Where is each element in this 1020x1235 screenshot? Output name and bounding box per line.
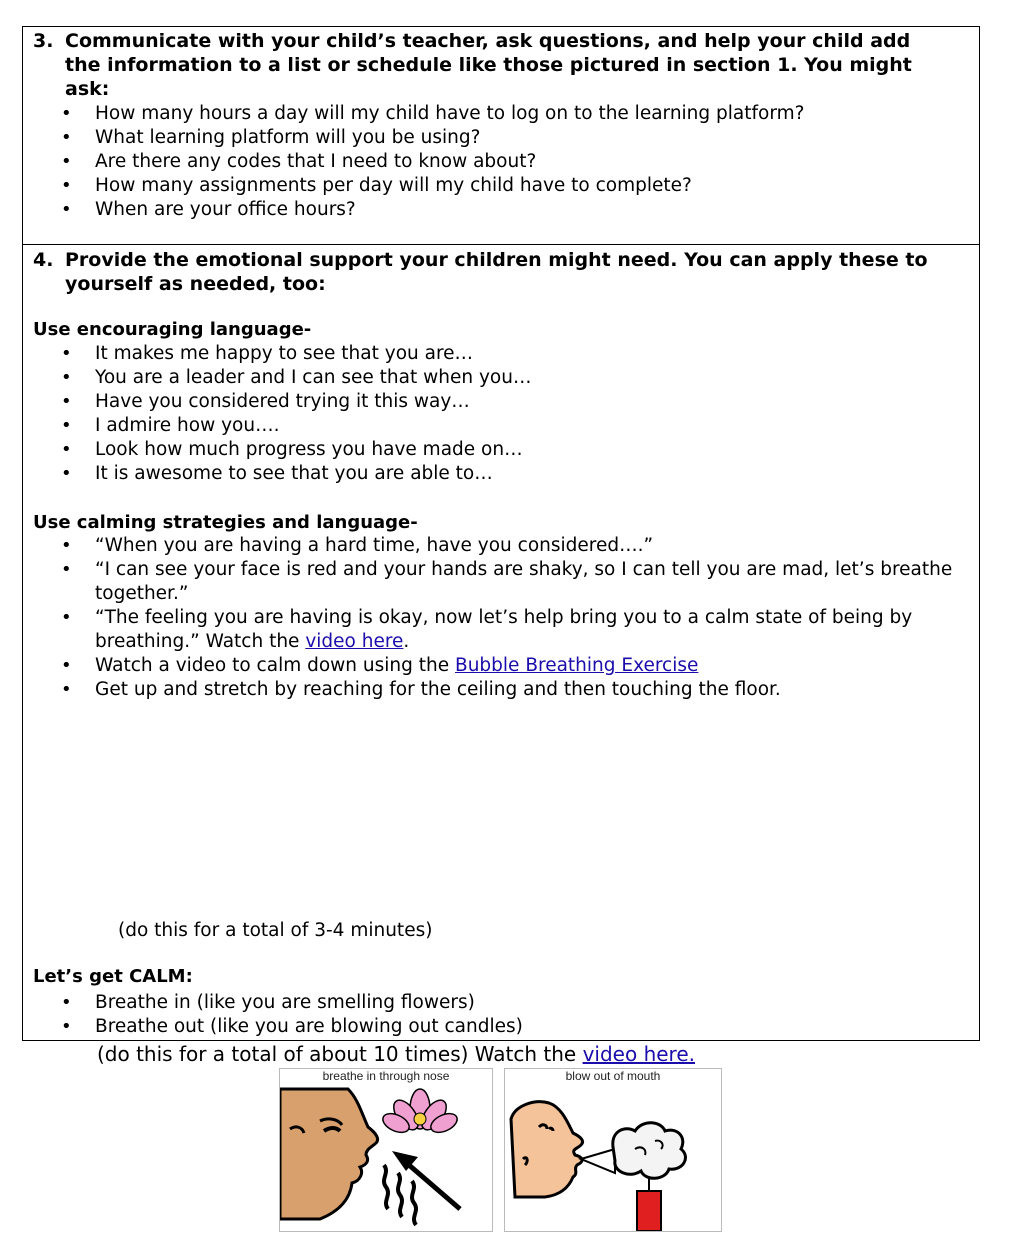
blow-out-caption: blow out of mouth <box>565 1069 661 1083</box>
section-3-heading-text: Communicate with your child’s teacher, ask questions, and help your child add the information to a list or schedule like those pictured in section 1. You might ask: <box>65 30 912 100</box>
document <box>22 26 980 1083</box>
blow-out-image <box>504 1068 722 1232</box>
breathe-in-illustration <box>280 1069 492 1231</box>
calming-strategies-list <box>23 534 953 702</box>
get-calm-title: Let’s get CALM: <box>33 966 193 987</box>
section-3-number: 3. <box>33 30 54 52</box>
list-item: • I admire how you…. <box>23 414 973 438</box>
list-item: • It is awesome to see that you are able to… <box>23 462 973 486</box>
list-item: • “I can see your face is red and your hands are shaky, so I can tell you are mad, let’s breathe together.” <box>23 558 953 606</box>
list-item: • Are there any codes that I need to know about? <box>23 150 973 174</box>
calming-strategies-title: Use calming strategies and language- <box>33 512 418 533</box>
blow-out-illustration <box>505 1069 721 1231</box>
list-item: • You are a leader and I can see that when you… <box>23 366 973 390</box>
section-3 <box>23 27 979 245</box>
calm-note-text: (do this for a total of about 10 times) Watch the <box>97 1042 583 1066</box>
breathing-text: “The feeling you are having is okay, now let’s help bring you to a calm state of being by breathing.” Watch the <box>95 607 913 652</box>
breathing-text-end: . <box>403 631 410 652</box>
breathe-in-caption: breathe in through nose <box>322 1069 450 1083</box>
calm-note <box>97 1042 695 1066</box>
list-item <box>23 654 953 678</box>
teacher-questions-list <box>23 102 973 222</box>
list-item: • What learning platform will you be using? <box>23 126 973 150</box>
list-item: • Look how much progress you have made on… <box>23 438 973 462</box>
list-item: • When are your office hours? <box>23 198 973 222</box>
list-item: • “When you are having a hard time, have you considered….” <box>23 534 953 558</box>
breathe-in-image <box>279 1068 493 1232</box>
list-item: • Breathe out (like you are blowing out candles) <box>23 1015 953 1039</box>
list-item: • Get up and stretch by reaching for the ceiling and then touching the floor. <box>23 678 953 702</box>
section-4-number: 4. <box>33 249 54 271</box>
calm-video-link[interactable]: video here. <box>582 1042 695 1066</box>
list-item: • How many assignments per day will my child have to complete? <box>23 174 973 198</box>
calm-list <box>23 991 953 1039</box>
list-item: • Breathe in (like you are smelling flowers) <box>23 991 953 1015</box>
encouraging-language-list <box>23 342 973 486</box>
section-4-heading-text: Provide the emotional support your children might need. You can apply these to yourself as needed, too: <box>65 249 928 295</box>
list-item: • It makes me happy to see that you are… <box>23 342 973 366</box>
breathing-video-link[interactable]: video here <box>305 631 404 652</box>
bubble-breathing-text: Watch a video to calm down using the <box>95 655 456 676</box>
list-item: • Have you considered trying it this way… <box>23 390 973 414</box>
list-item: • How many hours a day will my child have to log on to the learning platform? <box>23 102 973 126</box>
list-item <box>23 606 953 654</box>
section-4 <box>23 245 979 1083</box>
bubble-breathing-link[interactable]: Bubble Breathing Exercise <box>455 655 699 676</box>
stretch-note: (do this for a total of 3-4 minutes) <box>118 920 433 941</box>
encouraging-language-title: Use encouraging language- <box>33 319 312 340</box>
